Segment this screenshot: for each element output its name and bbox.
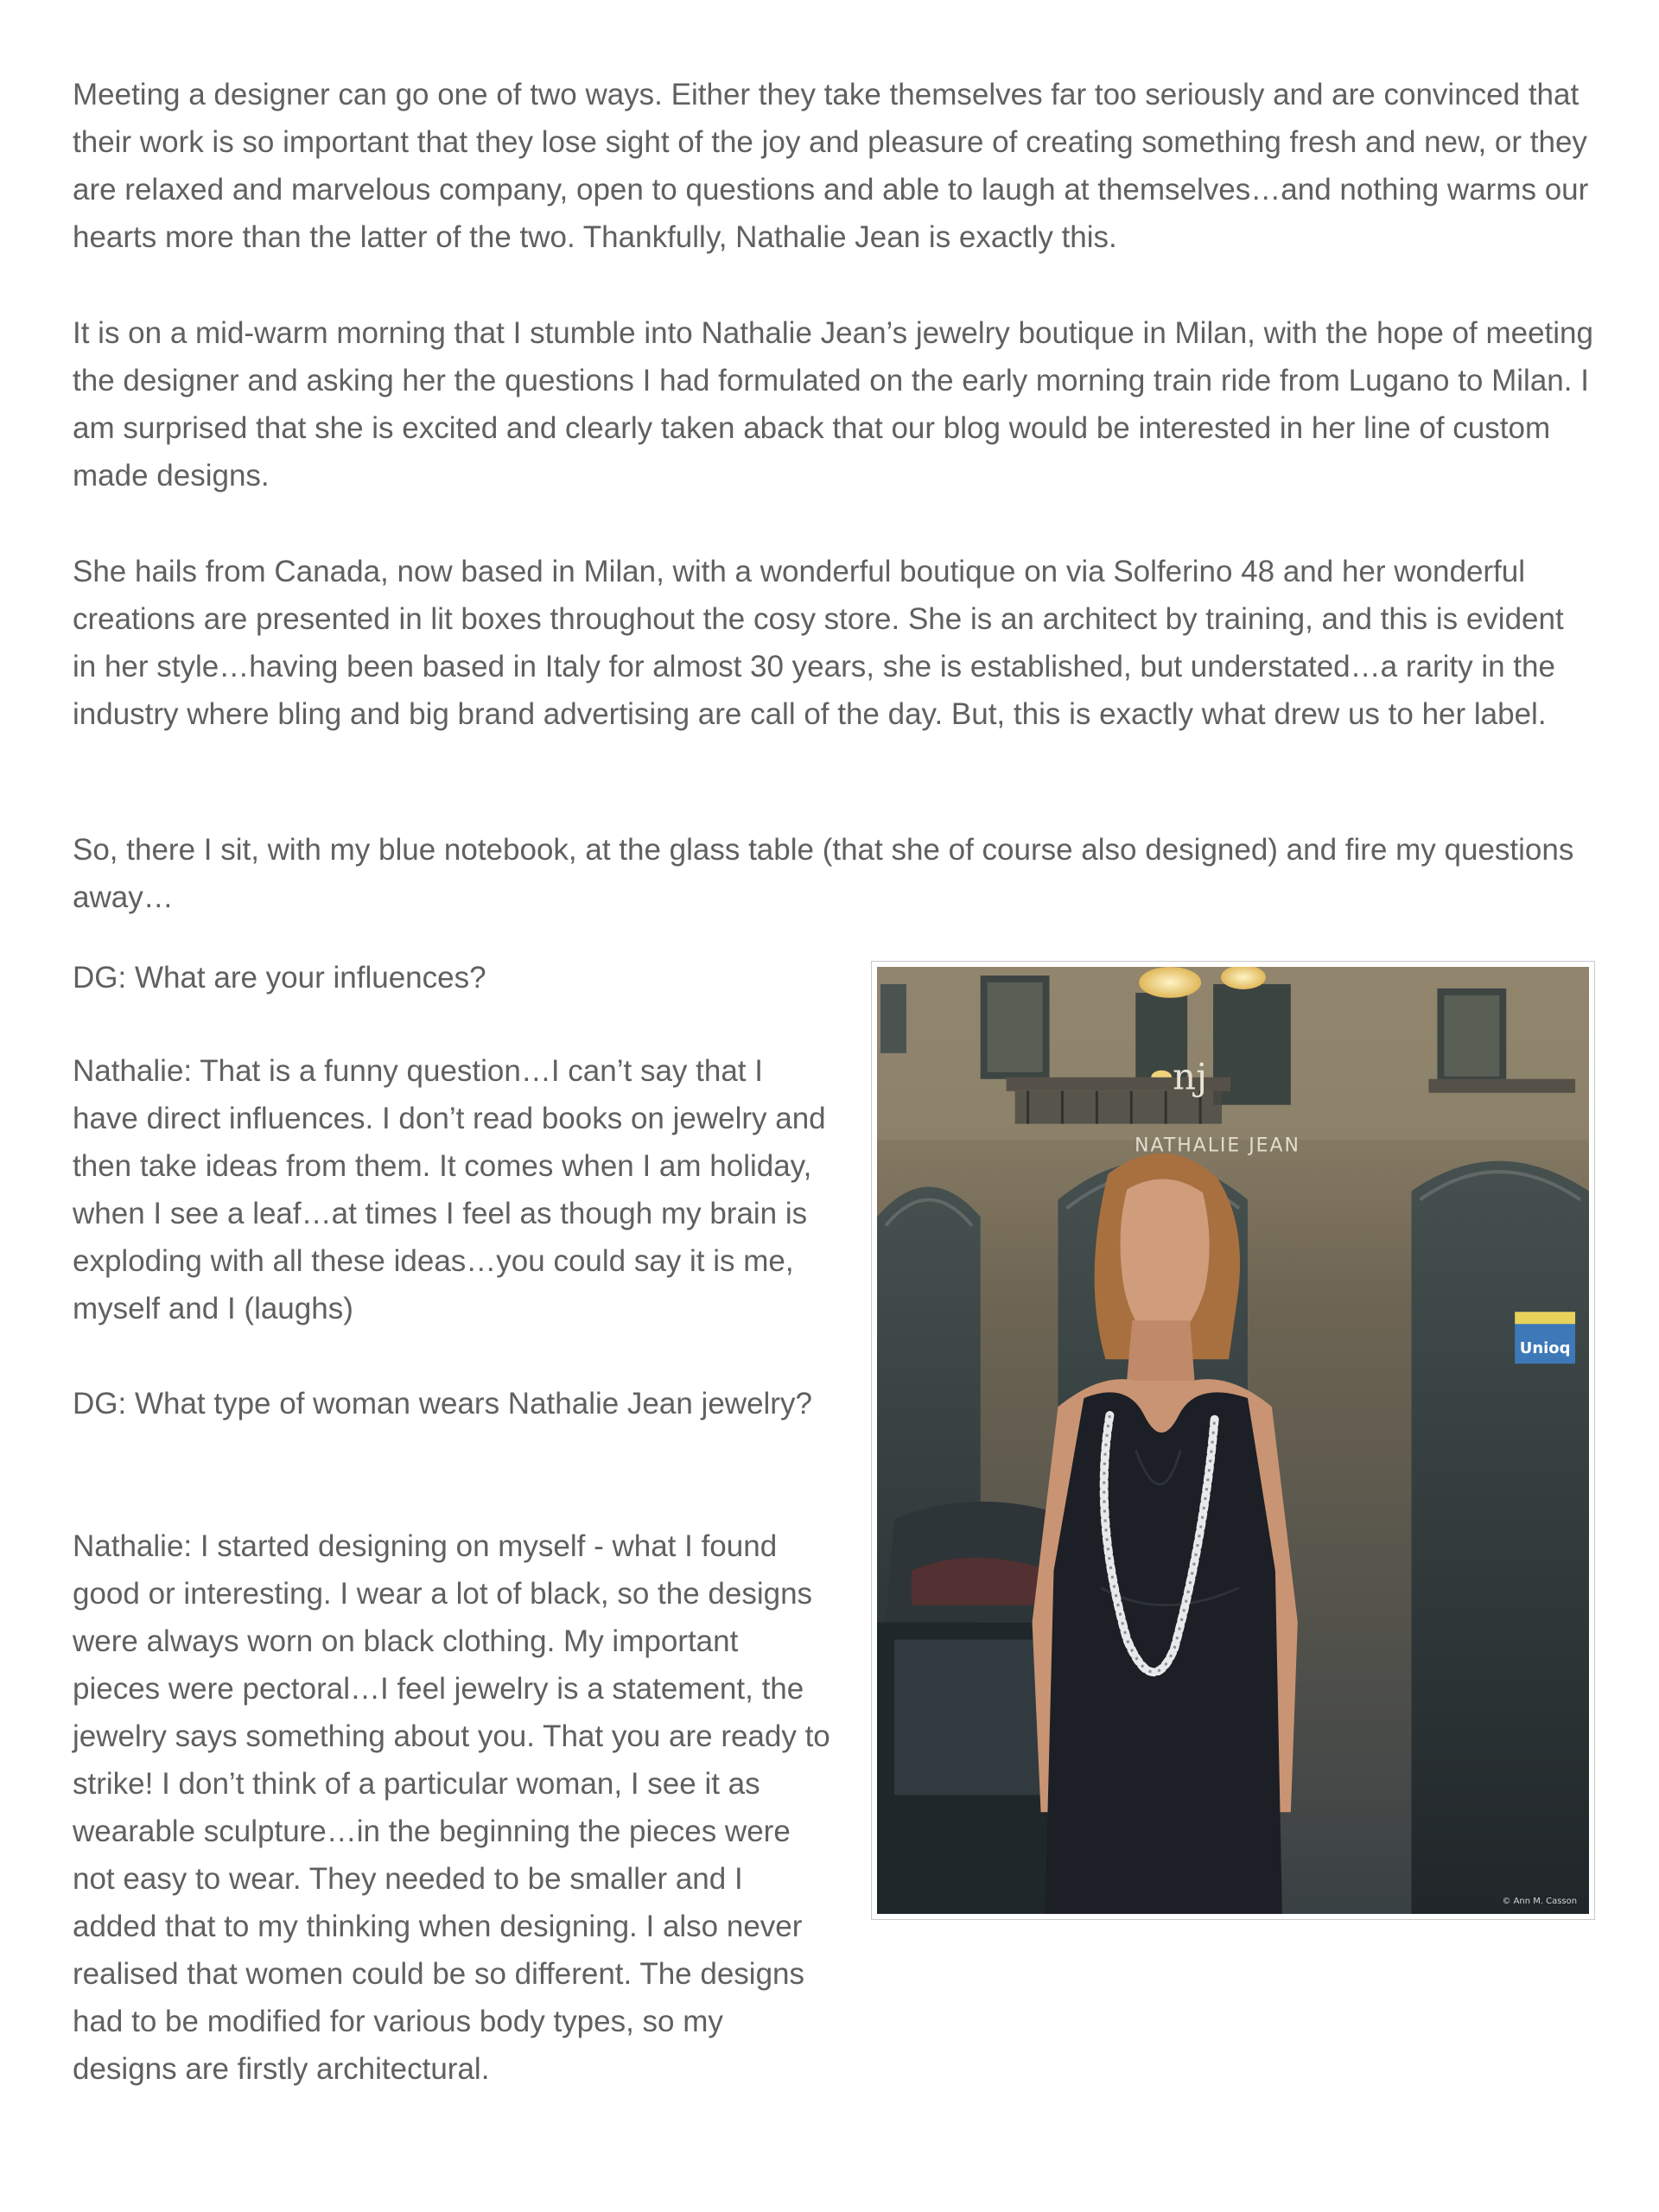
interview-question-2: DG: What type of woman wears Nathalie Jean jewelry? — [73, 1387, 812, 1421]
portrait-photo — [877, 967, 1589, 1914]
interview-question-1: DG: What are your influences? — [73, 961, 486, 995]
interview-answer-2: Nathalie: I started designing on myself - what I found good or interesting. I wear a lot of black, so the designs were always worn on black clothing. My important pieces were pectoral…I feel jewelry is a statement, the jewelry says something about you. That you are ready to strike! I don’t think of a particular woman, I see it as wearable sculpture…in the beginning the pieces were not easy to wear. They needed to be smaller and I added that to my thinking when designing. I also never realised that women could be so different. The designs had to be modified for various body types, so my designs are firstly architectural. — [73, 1529, 830, 2086]
intro-paragraph-3: She hails from Canada, now based in Milan, with a wonderful boutique on via Solferino 48 and her wonderful creations are presented in lit boxes throughout the cosy store. She is an architect by training, and this is evident in her style…having been based in Italy for almost 30 years, she is established, but understated…a rarity in the industry where bling and big brand advertising are call of the day. But, this is exactly what drew us to her label. — [73, 555, 1564, 731]
intro-paragraph-4: So, there I sit, with my blue notebook, at the glass table (that she of course also designed) and fire my questions away… — [73, 833, 1574, 914]
storefront-sign: NATHALIE JEAN — [1135, 1135, 1300, 1157]
interview-answer-1: Nathalie: That is a funny question…I can’t say that I have direct influences. I don’t read books on jewelry and then take ideas from them. It comes when I am holiday, when I see a leaf…at times I feel as though my brain is exploding with all these ideas…you could say it is me, myself and I (laughs) — [73, 1054, 826, 1325]
intro-paragraph-1: Meeting a designer can go one of two ways. Either they take themselves far too seriously and are convinced that their work is so important that they lose sight of the joy and pleasure of creating something fresh and new, or they are relaxed and marvelous company, open to questions and able to laugh at themselves…and nothing warms our hearts more than the latter of the two. Thankfully, Nathalie Jean is exactly this. — [73, 78, 1589, 254]
photo-credit: © Ann M. Casson — [1502, 1897, 1578, 1907]
brand-logo-mark: nj — [1173, 1055, 1208, 1098]
article-photo — [871, 961, 1595, 1920]
intro-paragraph-2: It is on a mid-warm morning that I stumble into Nathalie Jean’s jewelry boutique in Milan, with the hope of meeting the designer and asking her the questions I had formulated on the early morning train ride from Lugano to Milan. I am surprised that she is excited and clearly taken aback that our blog would be interested in her line of custom made designs. — [73, 316, 1593, 493]
photo-illustration — [877, 967, 1589, 1914]
shop-sign-text: Unioq — [1519, 1339, 1571, 1358]
